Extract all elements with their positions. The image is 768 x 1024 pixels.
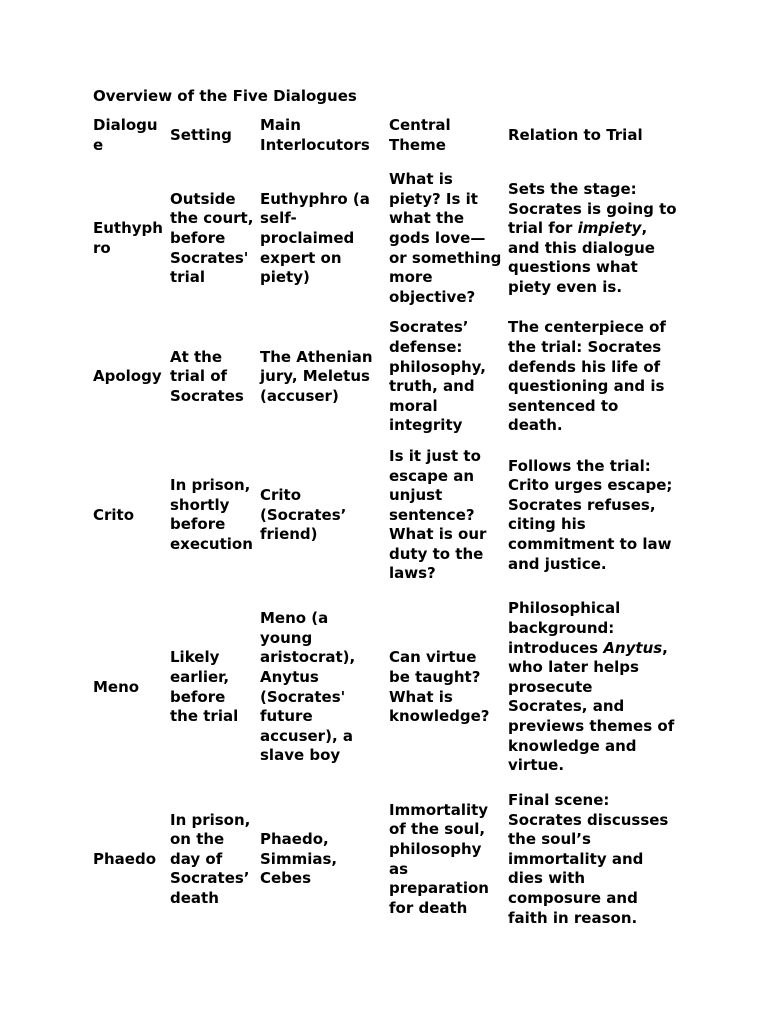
table-header (90, 115, 680, 165)
relation-text: The centerpiece of the trial: Socrates defends his life of questioning and is sentenced to death. (508, 318, 666, 435)
table-row (90, 786, 680, 934)
cell-relation (505, 313, 680, 442)
cell-relation (505, 786, 680, 934)
cell-theme: Can virtue be taught? What is knowledge? (389, 648, 490, 726)
cell-interlocutors: Phaedo, Simmias, Cebes (260, 830, 338, 888)
table-body (90, 165, 680, 934)
cell-dialogue: Euthyphro (93, 219, 163, 257)
dialogues-table (90, 115, 680, 934)
cell-setting: Likely earlier, before the trial (170, 648, 239, 726)
cell-dialogue: Apology (93, 367, 162, 386)
cell-setting: At the trial of Socrates (170, 347, 244, 405)
cell-interlocutors: Meno (a young aristocrat), Anytus (Socrates' future accuser), a slave boy (260, 609, 356, 765)
cell-theme: What is piety? Is it what the gods love—or something more objective? (389, 170, 502, 306)
relation-emphasis: Anytus (603, 638, 663, 657)
header-dialogue: Dialogue (93, 116, 158, 154)
cell-setting: In prison, on the day of Socrates’ death (170, 810, 251, 908)
cell-theme: Is it just to escape an unjust sentence? What is our duty to the laws? (389, 446, 487, 583)
header-relation: Relation to Trial (508, 125, 643, 144)
header-row (90, 115, 680, 165)
table-row (90, 590, 680, 786)
cell-theme: Immortality of the soul, philosophy as preparation for death (389, 800, 489, 917)
cell-dialogue: Crito (93, 505, 135, 524)
relation-text: , and this dialogue questions what piety even is. (508, 219, 655, 296)
header-setting: Setting (170, 125, 232, 144)
cell-dialogue: Phaedo (93, 849, 157, 868)
table-row (90, 442, 680, 590)
cell-theme: Socrates’ defense: philosophy, truth, and moral integrity (389, 318, 486, 435)
cell-relation (505, 442, 680, 590)
header-theme: Central Theme (389, 116, 451, 154)
cell-relation (505, 165, 680, 313)
cell-relation (505, 590, 680, 786)
cell-dialogue: Meno (93, 677, 140, 696)
cell-interlocutors: Crito (Socrates’ friend) (260, 486, 347, 544)
cell-interlocutors: Euthyphro (a self-proclaimed expert on piety) (260, 189, 370, 287)
relation-text: Final scene: Socrates discusses the soul’s immortality and dies with composure and faith in reason. (508, 791, 669, 927)
relation-text: Follows the trial: Crito urges escape; Socrates refuses, citing his commitment to law and justice. (508, 456, 673, 573)
page-title: Overview of the Five Dialogues (93, 87, 357, 105)
cell-setting: In prison, shortly before execution (170, 476, 253, 554)
relation-text: , who later helps prosecute Socrates, and previews themes of knowledge and virtue. (508, 638, 675, 775)
table-row (90, 165, 680, 313)
cell-setting: Outside the court, before Socrates' trial (170, 189, 254, 287)
relation-emphasis: impiety (577, 219, 642, 238)
relation-text: Philosophical background: introduces (508, 599, 621, 657)
relation-text: Sets the stage: Socrates is going to trial for (508, 179, 677, 238)
cell-interlocutors: The Athenian jury, Meletus (accuser) (260, 347, 373, 405)
table-row (90, 313, 680, 442)
header-interlocutors: Main Interlocutors (260, 116, 370, 154)
